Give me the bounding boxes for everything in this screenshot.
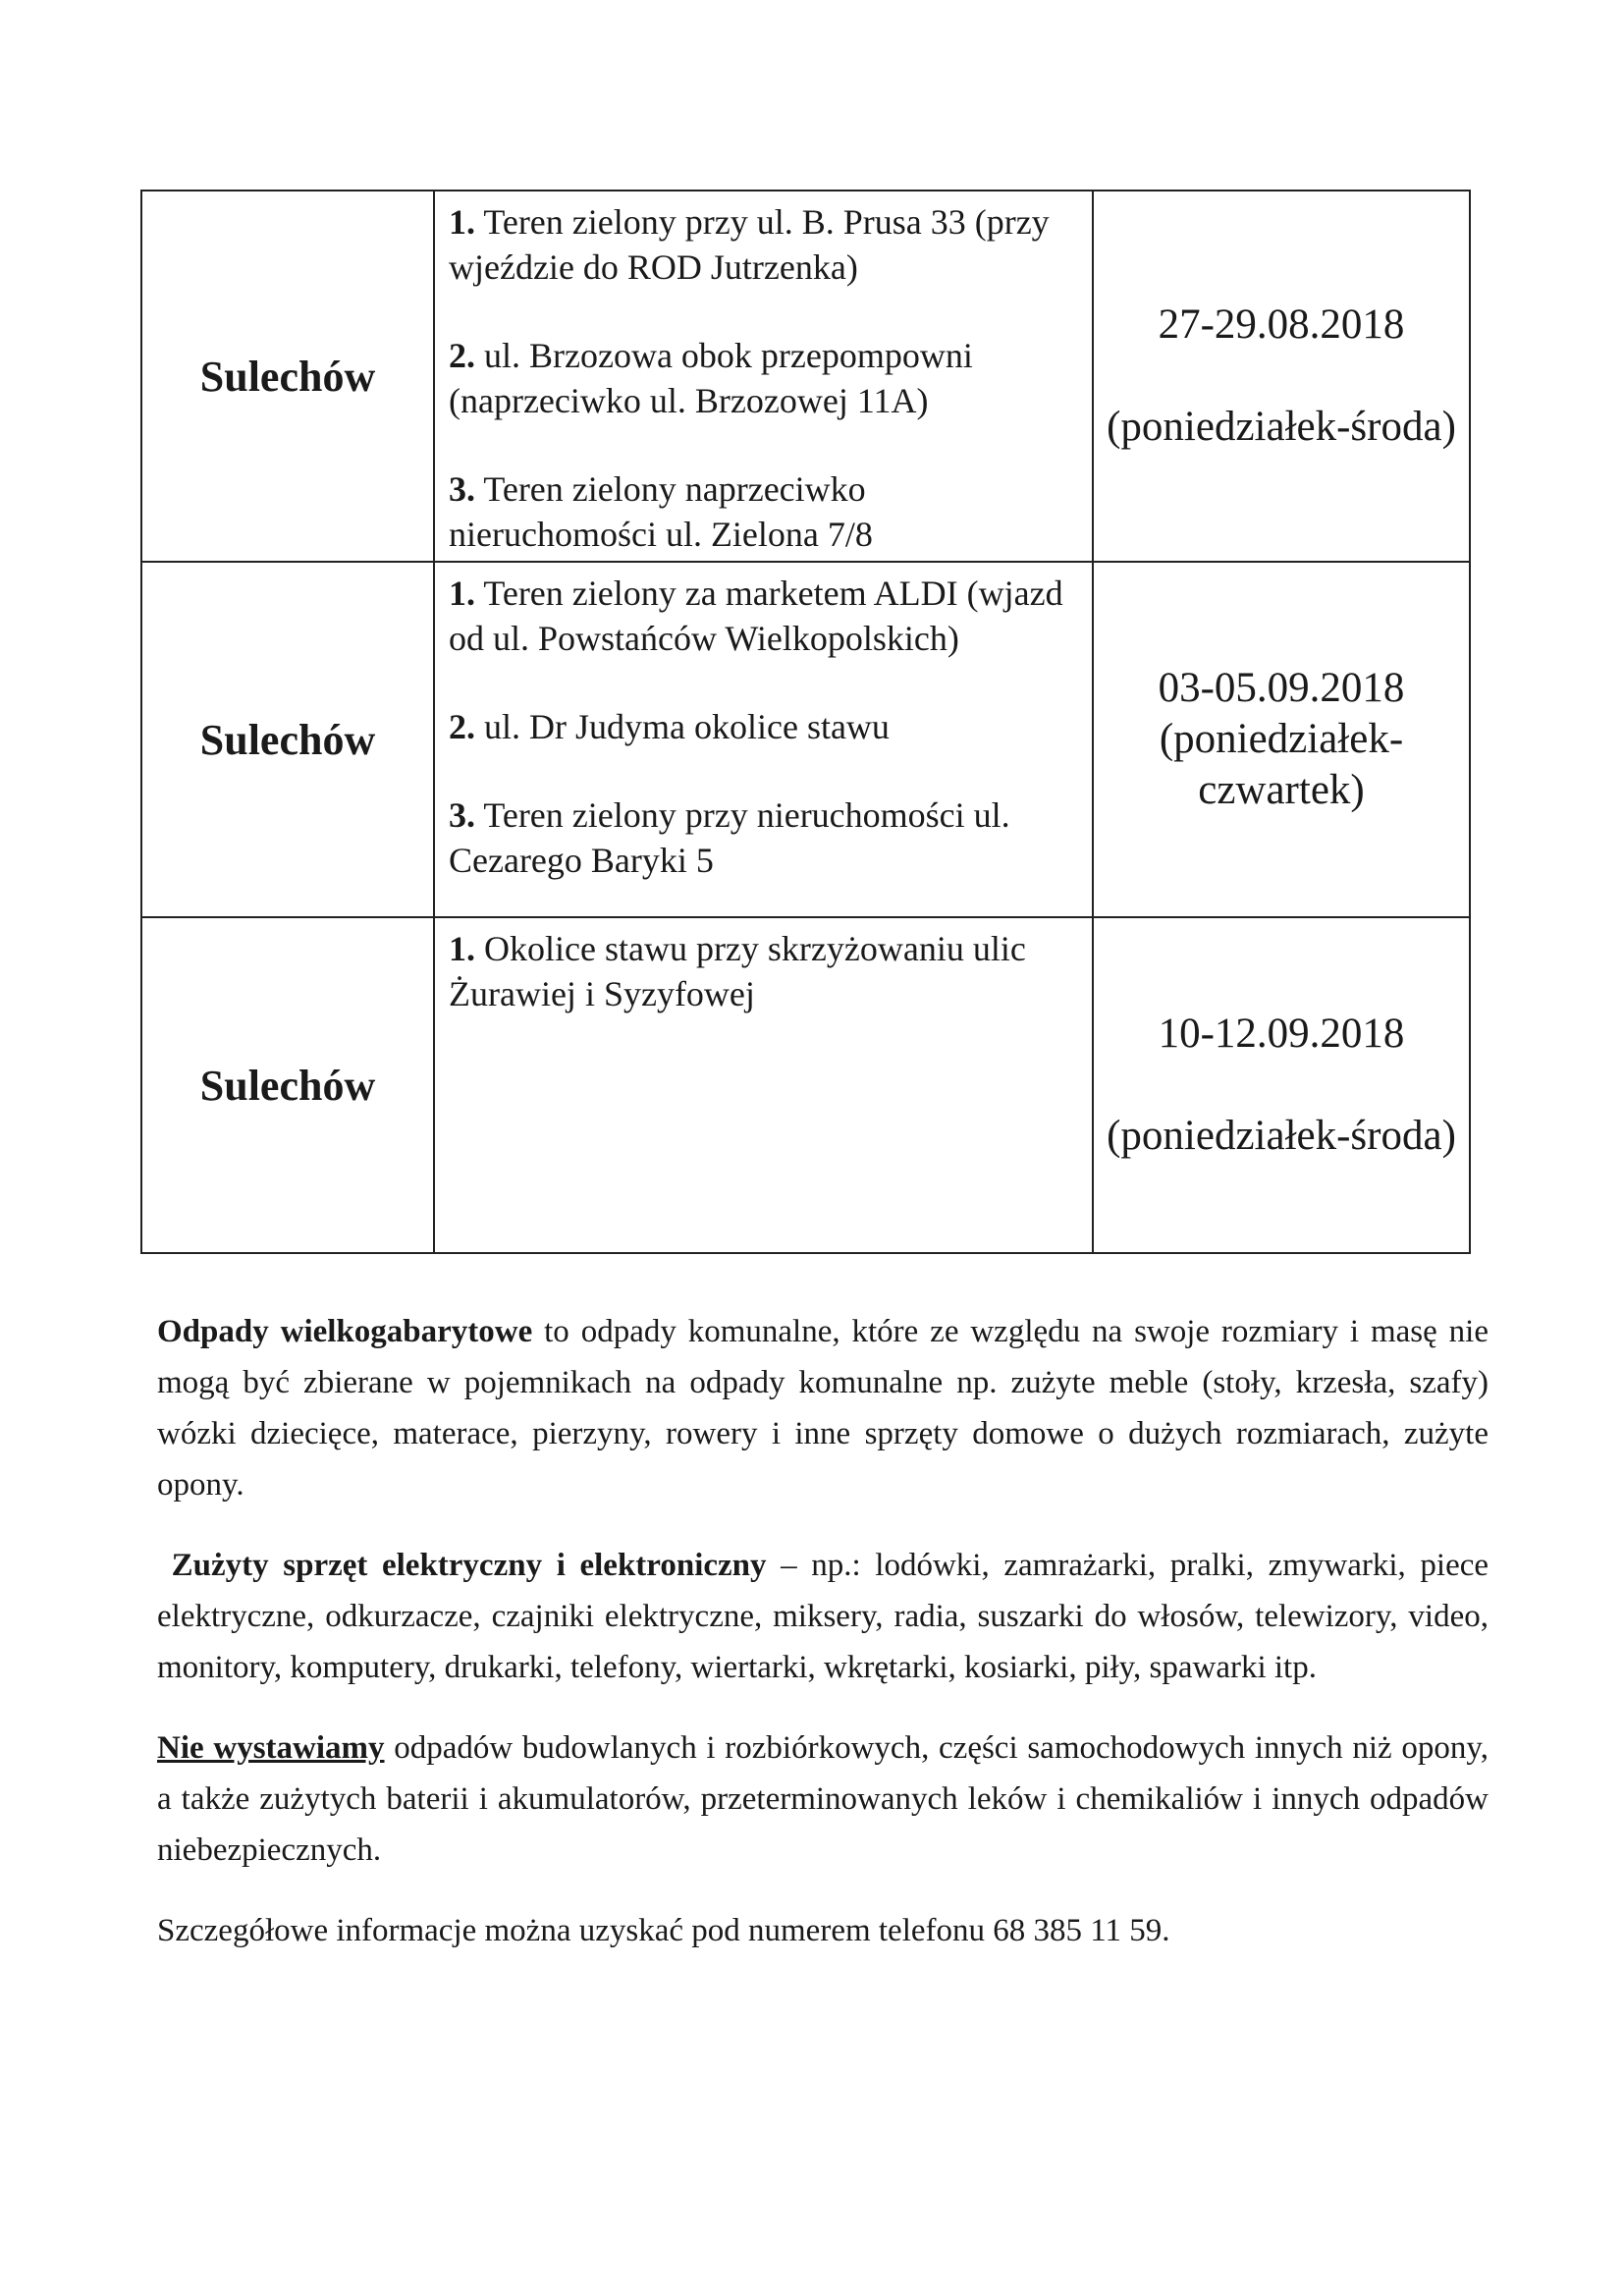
date-range: 03-05.09.2018 bbox=[1158, 665, 1405, 711]
city-cell: Sulechów bbox=[141, 562, 434, 917]
contact-paragraph: Szczegółowe informacje można uzyskać pod numerem telefonu 68 385 11 59. bbox=[157, 1913, 1170, 1948]
locations-cell bbox=[434, 917, 1093, 1253]
bulky-waste-term: Odpady wielkogabarytowe bbox=[157, 1314, 533, 1349]
location-item: 3. Teren zielony przy nieruchomości ul. Cezarego Baryki 5 bbox=[449, 795, 1010, 880]
location-item: 1. Teren zielony przy ul. B. Prusa 33 (przy wjeździe do ROD Jutrzenka) bbox=[449, 202, 1050, 287]
dates-cell bbox=[1093, 191, 1470, 562]
location-item: 1. Okolice stawu przy skrzyżowaniu ulic Żurawiej i Syzyfowej bbox=[449, 929, 1026, 1013]
locations-cell bbox=[434, 562, 1093, 917]
location-item: 3. Teren zielony naprzeciwko nieruchomości ul. Zielona 7/8 bbox=[449, 469, 873, 554]
location-item: 1. Teren zielony za marketem ALDI (wjazd od ul. Powstańców Wielkopolskich) bbox=[449, 574, 1063, 658]
schedule-row-3 bbox=[141, 917, 1470, 1253]
bulky-waste-paragraph: Odpady wielkogabarytowe to odpady komunalne, które ze względu na swoje rozmiary i masę nie mogą być zbierane w pojemnikach na odpady komunalne np. zużyte meble (stoły, krzesła, szafy) wózki dziecięce, materace, pierzyny, rowery i inne sprzęty domowe o dużych rozmiarach, zużyte opony. bbox=[157, 1314, 1489, 1503]
date-range: 10-12.09.2018 bbox=[1158, 1011, 1405, 1057]
weekday-range: (poniedziałek-środa) bbox=[1107, 404, 1456, 450]
schedule-row-2 bbox=[141, 562, 1470, 917]
dates-cell bbox=[1093, 562, 1470, 917]
dates-cell bbox=[1093, 917, 1470, 1253]
electronics-term: Zużyty sprzęt elektryczny i elektroniczny bbox=[171, 1548, 767, 1583]
city-cell: Sulechów bbox=[141, 191, 434, 562]
notes-section bbox=[157, 1306, 1489, 1986]
exclusions-paragraph: Nie wystawiamy odpadów budowlanych i rozbiórkowych, części samochodowych innych niż opony, a także zużytych baterii i akumulatorów, przeterminowanych leków i chemikaliów i innych odpadów niebezpiecznych. bbox=[157, 1730, 1489, 1868]
weekday-range: (poniedziałek-środa) bbox=[1107, 1113, 1456, 1159]
location-item: 2. ul. Dr Judyma okolice stawu bbox=[449, 707, 890, 746]
weekday-range: (poniedziałek-czwartek) bbox=[1159, 716, 1404, 813]
collection-schedule-table bbox=[140, 190, 1471, 1254]
location-item: 2. ul. Brzozowa obok przepompowni (naprzeciwko ul. Brzozowej 11A) bbox=[449, 336, 973, 420]
city-cell: Sulechów bbox=[141, 917, 434, 1253]
electronics-paragraph: Zużyty sprzęt elektryczny i elektroniczny – np.: lodówki, zamrażarki, pralki, zmywarki, piece elektryczne, odkurzacze, czajniki elektryczne, miksery, radia, suszarki do włosów, telewizory, video, monitory, komputery, drukarki, telefony, wiertarki, wkrętarki, kosiarki, piły, spawarki itp. bbox=[157, 1548, 1489, 1685]
schedule-row-1 bbox=[141, 191, 1470, 562]
locations-cell bbox=[434, 191, 1093, 562]
date-range: 27-29.08.2018 bbox=[1158, 301, 1405, 348]
exclusions-term: Nie wystawiamy bbox=[157, 1730, 385, 1766]
